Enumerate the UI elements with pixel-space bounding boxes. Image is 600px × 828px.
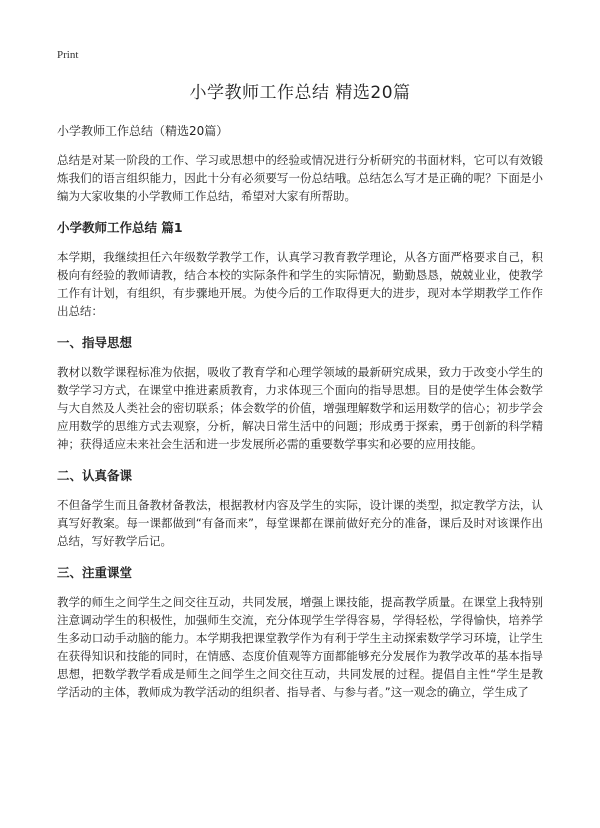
intro-paragraph: 总结是对某一阶段的工作、学习或思想中的经验或情况进行分析研究的书面材料，它可以有效锻炼我们的语言组织能力，因此十分有必须要写一份总结哦。总结怎么写才是正确的呢？下面是小编为大家收集的小学教师工作总结，希望对大家有所帮助。	[57, 153, 543, 203]
article-subtitle: 小学教师工作总结（精选20篇）	[57, 124, 229, 138]
heading-classroom: 三、注重课堂	[57, 565, 133, 580]
heading-guiding-thought: 一、指导思想	[57, 335, 133, 350]
article-body	[57, 123, 543, 701]
paragraph-guiding-thought: 教材以数学课程标准为依据，吸收了教育学和心理学领域的最新研究成果，致力于改变小学生的数学学习方式，在课堂中推进素质教育，力求体现三个面向的指导思想。目的是使学生体会数学与大自然及人类社会的密切联系；体会数学的价值，增强理解数学和运用数学的信心；初步学会应用数学的思维方式去观察，分析，解决日常生活中的问题；形成勇于探索，勇于创新的科学精神；获得适应未来社会生活和进一步发展所必需的重要数学事实和必要的应用技能。	[57, 365, 543, 451]
section-heading: 小学教师工作总结 篇1	[57, 220, 183, 235]
print-link[interactable]: Print	[57, 49, 79, 61]
paragraph-classroom: 教学的师生之间学生之间交往互动，共同发展，增强上课技能，提高教学质量。在课堂上我特别注意调动学生的积极性，加强师生交流，充分体现学生学得容易，学得轻松，学得愉快，培养学生多动口动手动脑的能力。本学期我把课堂教学作为有利于学生主动探索数学学习环境，让学生在获得知识和技能的同时，在情感、态度价值观等方面都能够充分发展作为教学改革的基本指导思想，把数学教学看成是师生之间学生之间交往互动，共同发展的过程。提倡自主性“学生是教学活动的主体，教师成为教学活动的组织者、指导者、与参与者。”这一观念的确立，学生成了	[57, 595, 543, 699]
heading-lesson-prep: 二、认真备课	[57, 468, 133, 483]
page-title: 小学教师工作总结 精选20篇	[189, 83, 411, 103]
paragraph-lesson-prep: 不但备学生而且备教材备教法，根据教材内容及学生的实际，设计课的类型，拟定教学方法，认真写好教案。每一课都做到“有备而来”，每堂课都在课前做好充分的准备，课后及时对该课作出总结，写好教学后记。	[57, 498, 543, 548]
section-intro-paragraph: 本学期，我继续担任六年级数学教学工作，认真学习教育教学理论，从各方面严格要求自己，积极向有经验的教师请教，结合本校的实际条件和学生的实际情况，勤勤恳恳，兢兢业业，使教学工作有计划，有组织，有步骤地开展。为使今后的工作取得更大的进步，现对本学期教学工作作出总结：	[57, 250, 543, 318]
